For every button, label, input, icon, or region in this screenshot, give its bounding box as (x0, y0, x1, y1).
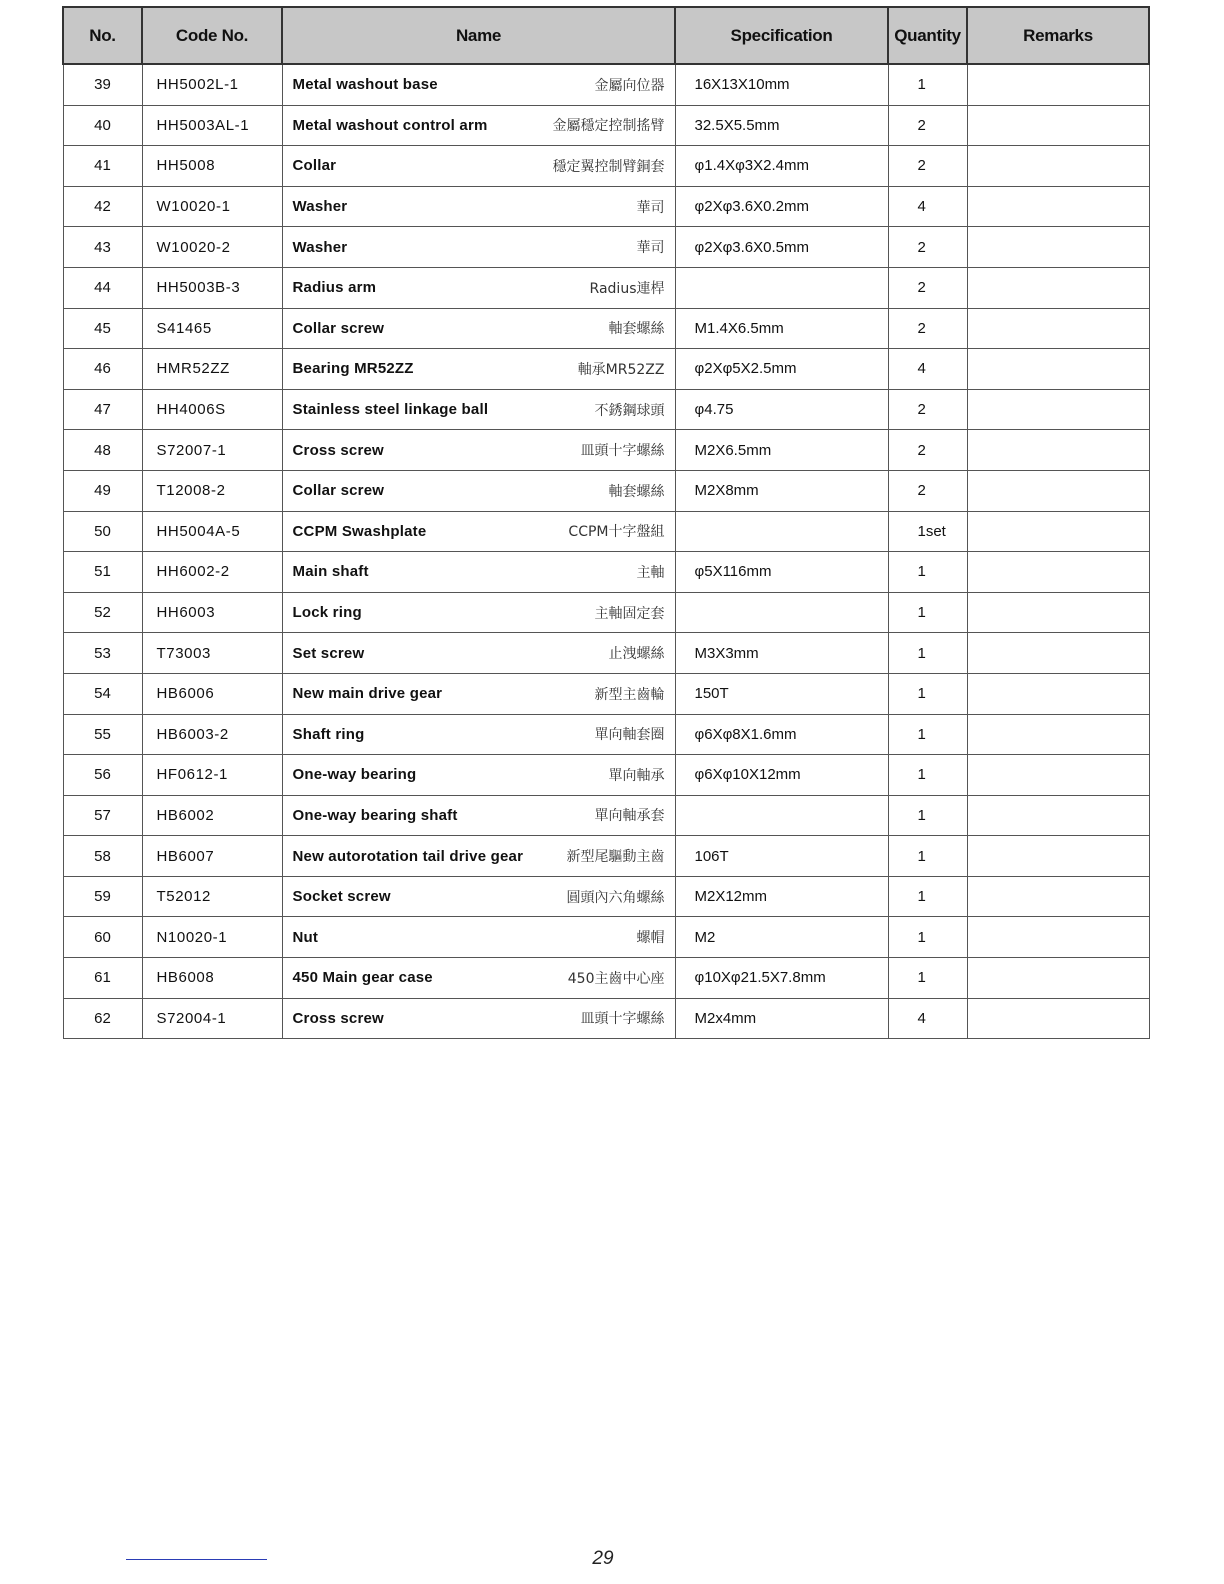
row-name (282, 673, 675, 714)
header-row (63, 7, 1149, 64)
row-name-en: Collar screw (292, 319, 385, 337)
row-qty: 1set (888, 511, 967, 552)
table-row (63, 267, 1149, 308)
parts-table (62, 6, 1150, 1039)
row-remarks (967, 795, 1149, 836)
row-code: HB6006 (142, 673, 282, 714)
row-name (282, 227, 675, 268)
row-name-zh: 單向軸承套 (594, 808, 665, 825)
row-name (282, 430, 675, 471)
header-name: Name (282, 7, 675, 64)
table-row (63, 186, 1149, 227)
table-row (63, 836, 1149, 877)
row-code: HB6008 (142, 958, 282, 999)
row-remarks (967, 714, 1149, 755)
row-remarks (967, 755, 1149, 796)
row-no: 53 (63, 633, 142, 674)
row-name-en: Nut (292, 928, 319, 946)
row-no: 56 (63, 755, 142, 796)
table-row (63, 511, 1149, 552)
row-qty: 1 (888, 836, 967, 877)
row-code: HH5003AL-1 (142, 105, 282, 146)
row-no: 61 (63, 958, 142, 999)
row-code: S72004-1 (142, 998, 282, 1039)
row-code: W10020-2 (142, 227, 282, 268)
row-remarks (967, 998, 1149, 1039)
row-code: HH5004A-5 (142, 511, 282, 552)
row-name-en: Cross screw (292, 441, 384, 459)
row-no: 42 (63, 186, 142, 227)
row-name-zh: 軸套螺絲 (608, 321, 665, 338)
row-name-zh: 華司 (636, 240, 665, 257)
row-spec (675, 795, 888, 836)
row-code: HH6003 (142, 592, 282, 633)
row-spec: 16X13X10mm (675, 64, 888, 105)
row-qty: 2 (888, 146, 967, 187)
row-name (282, 633, 675, 674)
row-name (282, 105, 675, 146)
row-remarks (967, 64, 1149, 105)
row-name-zh: 圓頭內六角螺絲 (566, 889, 665, 906)
row-name-en: Stainless steel linkage ball (292, 401, 489, 419)
row-remarks (967, 146, 1149, 187)
row-name-zh: Radius連桿 (589, 280, 665, 297)
row-qty: 4 (888, 186, 967, 227)
row-no: 62 (63, 998, 142, 1039)
header-remarks: Remarks (967, 7, 1149, 64)
row-remarks (967, 186, 1149, 227)
row-remarks (967, 836, 1149, 877)
row-no: 47 (63, 389, 142, 430)
row-name (282, 389, 675, 430)
row-remarks (967, 552, 1149, 593)
row-remarks (967, 917, 1149, 958)
row-spec: 106T (675, 836, 888, 877)
row-name (282, 146, 675, 187)
row-name (282, 308, 675, 349)
row-name-zh: CCPM十字盤組 (568, 524, 665, 541)
row-no: 39 (63, 64, 142, 105)
row-qty: 1 (888, 633, 967, 674)
row-qty: 2 (888, 105, 967, 146)
row-spec: φ6Xφ8X1.6mm (675, 714, 888, 755)
row-code: N10020-1 (142, 917, 282, 958)
row-name-en: New autorotation tail drive gear (292, 847, 524, 865)
row-code: HH6002-2 (142, 552, 282, 593)
row-no: 43 (63, 227, 142, 268)
page-number: 29 (592, 1548, 614, 1569)
row-no: 51 (63, 552, 142, 593)
row-remarks (967, 511, 1149, 552)
row-spec: M2x4mm (675, 998, 888, 1039)
row-name (282, 714, 675, 755)
row-qty: 2 (888, 267, 967, 308)
row-remarks (967, 389, 1149, 430)
row-name-zh: 不銹鋼球頭 (594, 402, 665, 419)
row-remarks (967, 876, 1149, 917)
header-spec: Specification (675, 7, 888, 64)
row-code: W10020-1 (142, 186, 282, 227)
row-qty: 4 (888, 349, 967, 390)
row-qty: 1 (888, 714, 967, 755)
row-spec: M2X8mm (675, 470, 888, 511)
table-row (63, 755, 1149, 796)
row-name-en: Main shaft (292, 563, 369, 581)
row-qty: 1 (888, 673, 967, 714)
row-remarks (967, 470, 1149, 511)
row-spec (675, 511, 888, 552)
row-name (282, 836, 675, 877)
row-no: 59 (63, 876, 142, 917)
row-name-zh: 華司 (636, 199, 665, 216)
row-spec (675, 592, 888, 633)
row-spec: 150T (675, 673, 888, 714)
table-row (63, 917, 1149, 958)
row-name (282, 958, 675, 999)
row-remarks (967, 430, 1149, 471)
row-no: 40 (63, 105, 142, 146)
table-row (63, 714, 1149, 755)
row-name-zh: 金屬穩定控制搖臂 (552, 118, 665, 135)
row-spec: φ2Xφ5X2.5mm (675, 349, 888, 390)
row-name (282, 511, 675, 552)
table-row (63, 349, 1149, 390)
row-no: 58 (63, 836, 142, 877)
row-name-zh: 新型主齒輪 (594, 686, 665, 703)
row-code: HH5008 (142, 146, 282, 187)
row-remarks (967, 633, 1149, 674)
row-qty: 1 (888, 795, 967, 836)
table-row (63, 673, 1149, 714)
table-body (63, 64, 1149, 1039)
footer-rule (126, 1559, 267, 1560)
row-remarks (967, 227, 1149, 268)
row-qty: 1 (888, 876, 967, 917)
row-name (282, 186, 675, 227)
row-spec: M1.4X6.5mm (675, 308, 888, 349)
row-no: 46 (63, 349, 142, 390)
row-remarks (967, 308, 1149, 349)
row-name-zh: 皿頭十字螺絲 (580, 443, 665, 460)
row-remarks (967, 267, 1149, 308)
row-spec: M2X6.5mm (675, 430, 888, 471)
row-name-en: Metal washout base (292, 76, 438, 94)
row-name (282, 64, 675, 105)
row-spec: φ2Xφ3.6X0.2mm (675, 186, 888, 227)
row-spec: 32.5X5.5mm (675, 105, 888, 146)
row-name (282, 998, 675, 1039)
row-remarks (967, 958, 1149, 999)
table-row (63, 64, 1149, 105)
row-remarks (967, 592, 1149, 633)
row-name-zh: 止洩螺絲 (608, 646, 665, 663)
row-code: HF0612-1 (142, 755, 282, 796)
row-name-en: Lock ring (292, 604, 362, 622)
row-code: T12008-2 (142, 470, 282, 511)
header-code: Code No. (142, 7, 282, 64)
row-code: S72007-1 (142, 430, 282, 471)
row-name-en: Collar (292, 157, 337, 175)
row-name (282, 876, 675, 917)
row-name-en: Washer (292, 198, 348, 216)
row-qty: 2 (888, 227, 967, 268)
row-code: HB6003-2 (142, 714, 282, 755)
row-no: 54 (63, 673, 142, 714)
row-no: 44 (63, 267, 142, 308)
header-no: No. (63, 7, 142, 64)
row-spec (675, 267, 888, 308)
row-spec: φ5X116mm (675, 552, 888, 593)
row-name-en: Socket screw (292, 888, 391, 906)
row-qty: 2 (888, 470, 967, 511)
row-code: HB6007 (142, 836, 282, 877)
row-spec: φ10Xφ21.5X7.8mm (675, 958, 888, 999)
row-name-zh: 單向軸承 (608, 767, 665, 784)
row-name-zh: 軸套螺絲 (608, 483, 665, 500)
row-name (282, 267, 675, 308)
row-qty: 1 (888, 917, 967, 958)
row-name-en: Bearing MR52ZZ (292, 360, 414, 378)
row-spec: φ6Xφ10X12mm (675, 755, 888, 796)
row-qty: 1 (888, 755, 967, 796)
row-name-en: Shaft ring (292, 725, 365, 743)
row-no: 48 (63, 430, 142, 471)
row-name-en: One-way bearing (292, 766, 417, 784)
table-row (63, 552, 1149, 593)
row-name (282, 592, 675, 633)
row-no: 49 (63, 470, 142, 511)
row-spec: φ2Xφ3.6X0.5mm (675, 227, 888, 268)
row-name (282, 755, 675, 796)
table-row (63, 308, 1149, 349)
table-row (63, 592, 1149, 633)
row-qty: 4 (888, 998, 967, 1039)
row-name-en: One-way bearing shaft (292, 806, 458, 824)
row-name-zh: 主軸固定套 (594, 605, 665, 622)
row-remarks (967, 673, 1149, 714)
row-code: HH5003B-3 (142, 267, 282, 308)
row-no: 50 (63, 511, 142, 552)
table-row (63, 958, 1149, 999)
row-code: T52012 (142, 876, 282, 917)
table-row (63, 876, 1149, 917)
table-row (63, 795, 1149, 836)
row-no: 60 (63, 917, 142, 958)
header-qty: Quantity (888, 7, 967, 64)
row-no: 57 (63, 795, 142, 836)
row-name-en: New main drive gear (292, 685, 443, 703)
table-row (63, 470, 1149, 511)
row-code: HB6002 (142, 795, 282, 836)
row-name-zh: 新型尾驅動主齒 (566, 849, 665, 866)
row-name-en: Collar screw (292, 482, 385, 500)
row-remarks (967, 349, 1149, 390)
row-qty: 1 (888, 552, 967, 593)
row-name (282, 917, 675, 958)
row-name-zh: 螺帽 (636, 930, 665, 947)
row-name-en: Cross screw (292, 1009, 384, 1027)
row-name-en: Radius arm (292, 279, 377, 297)
row-code: S41465 (142, 308, 282, 349)
row-code: HH4006S (142, 389, 282, 430)
row-code: HH5002L-1 (142, 64, 282, 105)
table-row (63, 633, 1149, 674)
row-qty: 2 (888, 389, 967, 430)
row-spec: M2 (675, 917, 888, 958)
row-no: 45 (63, 308, 142, 349)
table-row (63, 430, 1149, 471)
table-row (63, 998, 1149, 1039)
row-code: HMR52ZZ (142, 349, 282, 390)
row-name (282, 470, 675, 511)
row-name-en: Metal washout control arm (292, 116, 488, 134)
row-code: T73003 (142, 633, 282, 674)
row-remarks (967, 105, 1149, 146)
row-name (282, 552, 675, 593)
row-qty: 1 (888, 592, 967, 633)
row-qty: 2 (888, 308, 967, 349)
row-name-en: 450 Main gear case (292, 969, 433, 987)
row-name-zh: 軸承MR52ZZ (577, 361, 665, 378)
row-name-zh: 單向軸套圈 (594, 727, 665, 744)
row-name-en: CCPM Swashplate (292, 522, 427, 540)
row-spec: M2X12mm (675, 876, 888, 917)
row-qty: 2 (888, 430, 967, 471)
table-row (63, 227, 1149, 268)
row-name-en: Washer (292, 238, 348, 256)
row-name (282, 795, 675, 836)
row-no: 52 (63, 592, 142, 633)
row-spec: φ4.75 (675, 389, 888, 430)
table-row (63, 146, 1149, 187)
row-name-zh: 金屬向位器 (594, 77, 665, 94)
row-name-zh: 主軸 (636, 564, 665, 581)
row-spec: M3X3mm (675, 633, 888, 674)
row-qty: 1 (888, 958, 967, 999)
row-name-zh: 450主齒中心座 (567, 970, 665, 987)
row-no: 41 (63, 146, 142, 187)
row-spec: φ1.4Xφ3X2.4mm (675, 146, 888, 187)
table-row (63, 389, 1149, 430)
row-qty: 1 (888, 64, 967, 105)
row-name-en: Set screw (292, 644, 365, 662)
table-row (63, 105, 1149, 146)
row-name-zh: 穩定翼控制臂銅套 (552, 158, 665, 175)
row-no: 55 (63, 714, 142, 755)
row-name (282, 349, 675, 390)
row-name-zh: 皿頭十字螺絲 (580, 1011, 665, 1028)
